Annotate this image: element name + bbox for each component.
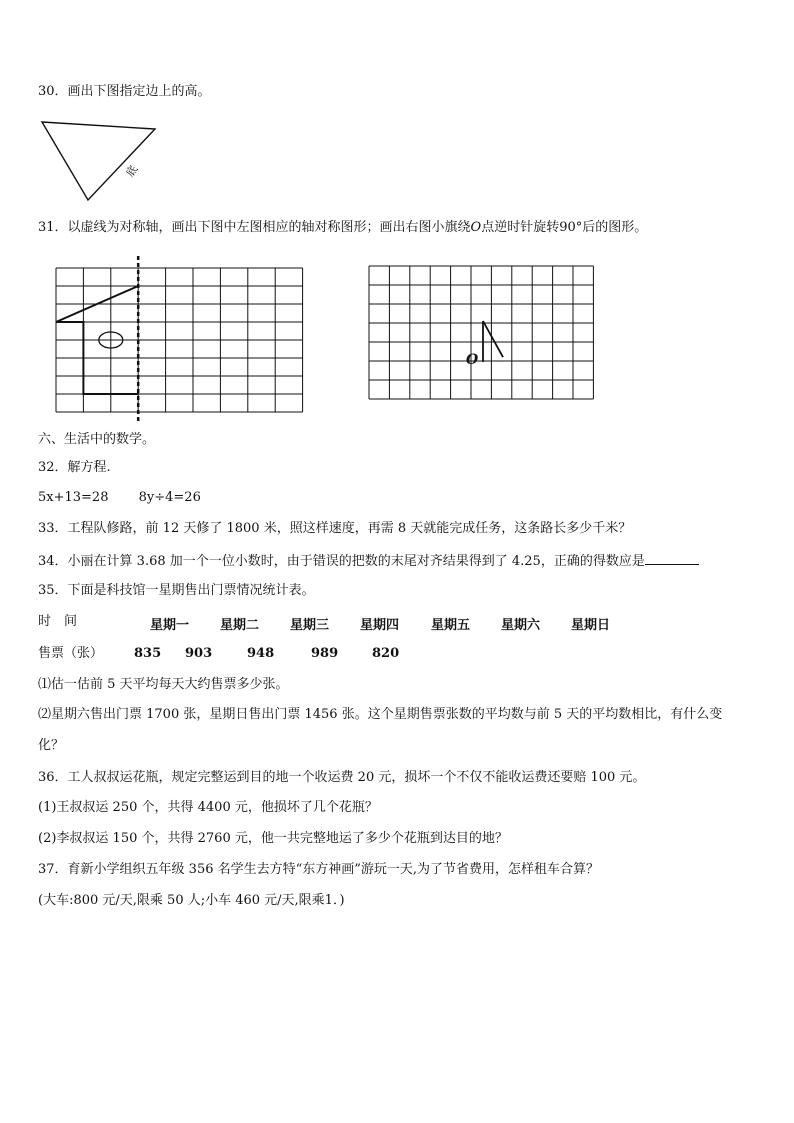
- ticket-value: 948: [247, 646, 275, 661]
- day-header: 星期二: [220, 618, 260, 633]
- q31-text-end: 后的图形。: [582, 220, 648, 235]
- day-header: 星期三: [290, 618, 330, 633]
- day-header: 星期五: [431, 618, 471, 633]
- left-grid-figure: [50, 262, 310, 432]
- q32-equations: [38, 490, 201, 506]
- q35-text: 35．下面是科技馆一星期售出门票情况统计表。: [38, 583, 315, 598]
- day-header: 星期六: [501, 618, 541, 633]
- q32-text: 32．解方程.: [38, 460, 111, 475]
- day-header: 星期四: [360, 618, 400, 633]
- ticket-value: 903: [185, 646, 213, 661]
- q31-text-main: 31．以虚线为对称轴，画出下图中左图相应的轴对称图形；画出右图小旗绕: [38, 220, 471, 235]
- day-header: 星期日: [571, 618, 611, 633]
- equation-2: 8y÷4=26: [138, 490, 201, 505]
- q35-row-label: 售票（张）: [38, 646, 104, 661]
- right-grid-figure: [365, 262, 605, 412]
- base-label: 底: [123, 163, 141, 180]
- answer-blank[interactable]: [645, 552, 699, 565]
- ticket-value: 835: [134, 646, 162, 661]
- q36-text: 36．工人叔叔运花瓶，规定完整运到目的地一个收运费 20 元，损坏一个不仅不能收运费还要赔 100 元。: [38, 770, 646, 785]
- q37-note: (大车:800 元/天,限乘 50 人;小车 460 元/天,限乘1．): [38, 893, 345, 908]
- section-six-title: 六、生活中的数学。: [38, 432, 156, 447]
- q31-angle: 90°: [559, 220, 583, 235]
- ticket-value: 820: [372, 646, 400, 661]
- q36-sub1: (1)王叔叔运 250 个，共得 4400 元，他损坏了几个花瓶？: [38, 800, 378, 815]
- q33-text: 33．工程队修路，前 12 天修了 1800 米，照这样速度，再需 8 天就能完成任务，这条路长多少千米？: [38, 521, 632, 536]
- q37-text: 37．育新小学组织五年级 356 名学生去方特“东方神画”游玩一天,为了节省费用，怎样租车合算？: [38, 862, 600, 877]
- q35-sub2-line2: 化？: [38, 738, 65, 753]
- q34-text: [38, 552, 699, 570]
- q34-text-main: 34．小丽在计算 3.68 加一个一位小数时，由于错误的把数的末尾对齐结果得到了 4.25，正确的得数应是: [38, 554, 645, 569]
- ticket-value: 989: [311, 646, 339, 661]
- q36-sub2: (2)李叔叔运 150 个，共得 2760 元，他一共完整地运了多少个花瓶到达目的地？: [38, 831, 508, 846]
- point-o-label: O: [466, 352, 479, 368]
- q31-text: [38, 220, 647, 236]
- q35-sub1: ⑴估一估前 5 天平均每天大约售票多少张。: [38, 677, 289, 692]
- equation-1: 5x+13=28: [38, 490, 109, 505]
- q31-text-after: 点逆时针旋转: [481, 220, 560, 235]
- flag-edge: [483, 321, 503, 357]
- q31-o-label: O: [470, 220, 482, 235]
- day-header: 星期一: [150, 618, 190, 633]
- q30-text: 30．画出下图指定边上的高。: [38, 84, 211, 99]
- q35-sub2-line1: ⑵星期六售出门票 1700 张，星期日售出门票 1456 张。这个星期售票张数的平均数与前 5 天的平均数相比，有什么变: [38, 707, 723, 722]
- q35-header-label: 时 间: [38, 614, 78, 629]
